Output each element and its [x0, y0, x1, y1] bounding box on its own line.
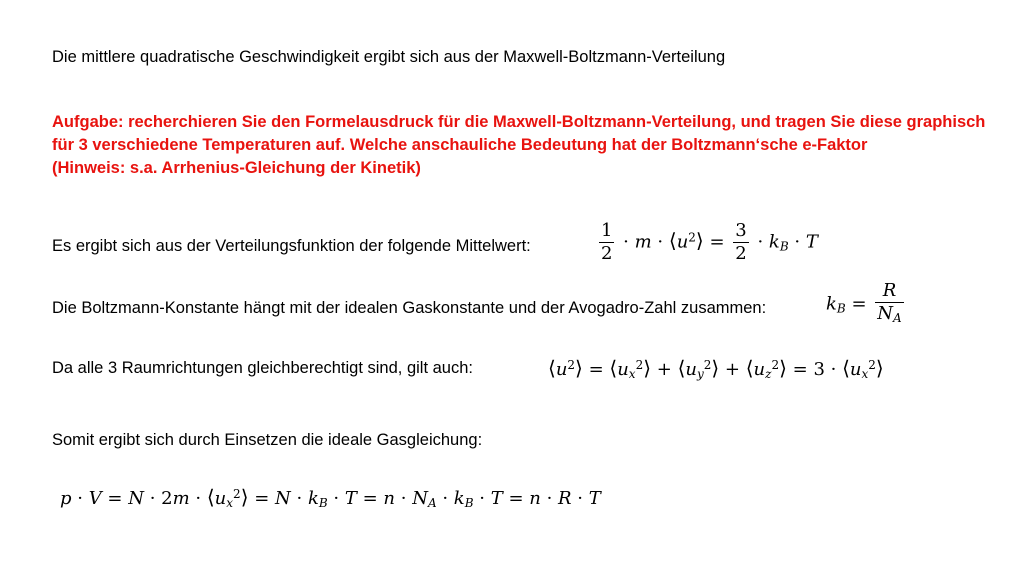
- task-line-3: (Hinweis: s.a. Arrhenius-Gleichung der Kinetik): [52, 159, 421, 177]
- boltzmann-text: Die Boltzmann-Konstante hängt mit der idealen Gaskonstante und der Avogadro-Zahl zusammen:: [52, 299, 767, 317]
- mean-value-formula: $\frac{1}{2}$ · $m \cdot ⟨u^2⟩$ = $\frac{3}{2}$ · $k_B \cdot T$: [601, 220, 818, 264]
- gas-law-formula: $p \cdot V = N \cdot 2m \cdot ⟨u_x^2⟩ = N \cdot k_B \cdot T = n \cdot N_A \cdot k_B \cdot T = n \cdot R \cdot T$: [60, 485, 601, 510]
- task-line-2: für 3 verschiedene Temperaturen auf. Welche anschauliche Bedeutung hat der Boltzmann‘sche e-Faktor: [52, 136, 868, 154]
- task-line-1: Aufgabe: recherchieren Sie den Formelausdruck für die Maxwell-Boltzmann-Verteilung, und tragen Sie diese graphisch: [52, 113, 986, 131]
- directions-formula: $⟨u^2⟩$ = $⟨u_x^2⟩$ + $⟨u_y^2⟩$ + $⟨u_z^2⟩ = 3$ · $⟨u_x^2⟩$: [548, 356, 884, 381]
- directions-text: Da alle 3 Raumrichtungen gleichberechtigt sind, gilt auch:: [52, 359, 473, 377]
- gas-law-text: Somit ergibt sich durch Einsetzen die ideale Gasgleichung:: [52, 431, 483, 449]
- intro-text: Die mittlere quadratische Geschwindigkeit ergibt sich aus der Maxwell-Boltzmann-Verteilung: [52, 48, 726, 66]
- mean-value-text: Es ergibt sich aus der Verteilungsfunktion der folgende Mittelwert:: [52, 237, 531, 255]
- boltzmann-formula: $k_B$ = $\frac{R}{N_A}$: [826, 280, 907, 329]
